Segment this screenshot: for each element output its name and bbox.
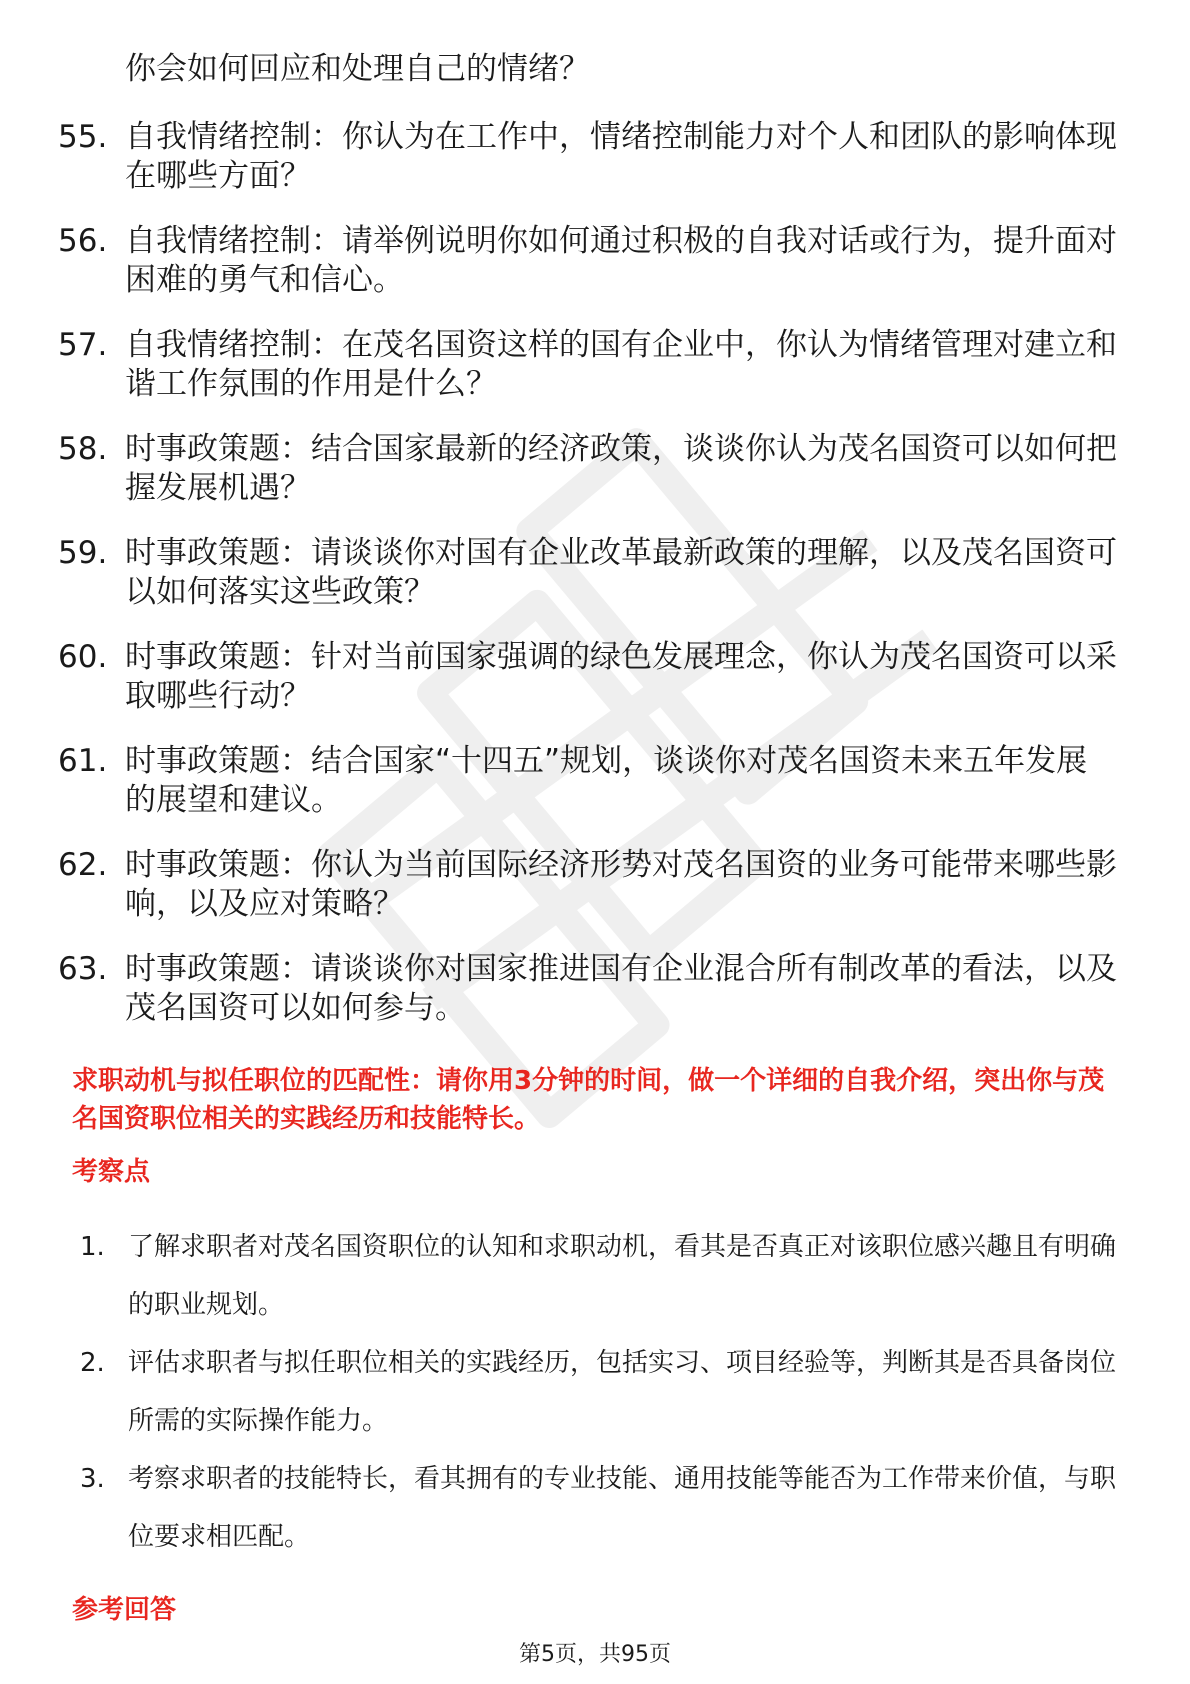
- question-text: 自我情绪控制：请举例说明你如何通过积极的自我对话或行为，提升面对困难的勇气和信心。: [125, 223, 1117, 298]
- question-number: 63.: [58, 951, 108, 987]
- question-number: 60.: [58, 639, 108, 675]
- question-text: 时事政策题：你认为当前国际经济形势对茂名国资的业务可能带来哪些影响，以及应对策略？: [125, 847, 1117, 922]
- question-item-59: [58, 534, 1118, 612]
- point-number: 2.: [80, 1348, 105, 1378]
- point-number: 1.: [80, 1232, 105, 1262]
- question-continuation: 你会如何回应和处理自己的情绪？: [125, 51, 590, 87]
- question-item-57: [58, 326, 1118, 404]
- point-text: 评估求职者与拟任职位相关的实践经历，包括实习、项目经验等，判断其是否具备岗位所需的实际操作能力。: [128, 1348, 1117, 1436]
- highlight-question-heading: 求职动机与拟任职位的匹配性：请你用3分钟的时间，做一个详细的自我介绍，突出你与茂名国资职位相关的实践经历和技能特长。: [72, 1066, 1105, 1134]
- point-text: 了解求职者对茂名国资职位的认知和求职动机，看其是否真正对该职位感兴趣且有明确的职业规划。: [128, 1232, 1117, 1320]
- question-item-61: [58, 742, 1118, 820]
- reference-answer-label: 参考回答: [72, 1595, 177, 1625]
- assessment-point-1: [80, 1218, 1120, 1334]
- assessment-label: 考察点: [72, 1157, 151, 1187]
- question-number: 55.: [58, 119, 108, 155]
- question-number: 61.: [58, 743, 108, 779]
- question-number: 56.: [58, 223, 108, 259]
- question-item-55: [58, 118, 1118, 196]
- assessment-points-list: [80, 1218, 1120, 1566]
- question-text: 时事政策题：请谈谈你对国家推进国有企业混合所有制改革的看法，以及茂名国资可以如何参与。: [125, 951, 1117, 1026]
- assessment-point-2: [80, 1334, 1120, 1450]
- question-text: 自我情绪控制：你认为在工作中，情绪控制能力对个人和团队的影响体现在哪些方面？: [125, 119, 1117, 194]
- question-text: 时事政策题：针对当前国家强调的绿色发展理念，你认为茂名国资可以采取哪些行动？: [125, 639, 1117, 714]
- question-text: 时事政策题：结合国家最新的经济政策，谈谈你认为茂名国资可以如何把握发展机遇？: [125, 431, 1117, 506]
- point-text: 考察求职者的技能特长，看其拥有的专业技能、通用技能等能否为工作带来价值，与职位要求相匹配。: [128, 1464, 1117, 1552]
- question-item-58: [58, 430, 1118, 508]
- question-text: 时事政策题：结合国家“十四五”规划，谈谈你对茂名国资未来五年发展的展望和建议。: [125, 743, 1088, 818]
- question-item-60: [58, 638, 1118, 716]
- question-item-56: [58, 222, 1118, 300]
- question-item-63: [58, 950, 1118, 1028]
- question-number: 62.: [58, 847, 108, 883]
- question-text: 自我情绪控制：在茂名国资这样的国有企业中，你认为情绪管理对建立和谐工作氛围的作用是什么？: [125, 327, 1117, 402]
- assessment-point-3: [80, 1450, 1120, 1566]
- question-item-62: [58, 846, 1118, 924]
- question-number: 57.: [58, 327, 108, 363]
- question-number: 58.: [58, 431, 108, 467]
- question-list: [58, 50, 1118, 1054]
- page-footer: 第5页，共95页: [519, 1642, 671, 1667]
- point-number: 3.: [80, 1464, 105, 1494]
- question-number: 59.: [58, 535, 108, 571]
- question-text: 时事政策题：请谈谈你对国有企业改革最新政策的理解，以及茂名国资可以如何落实这些政策？: [125, 535, 1117, 610]
